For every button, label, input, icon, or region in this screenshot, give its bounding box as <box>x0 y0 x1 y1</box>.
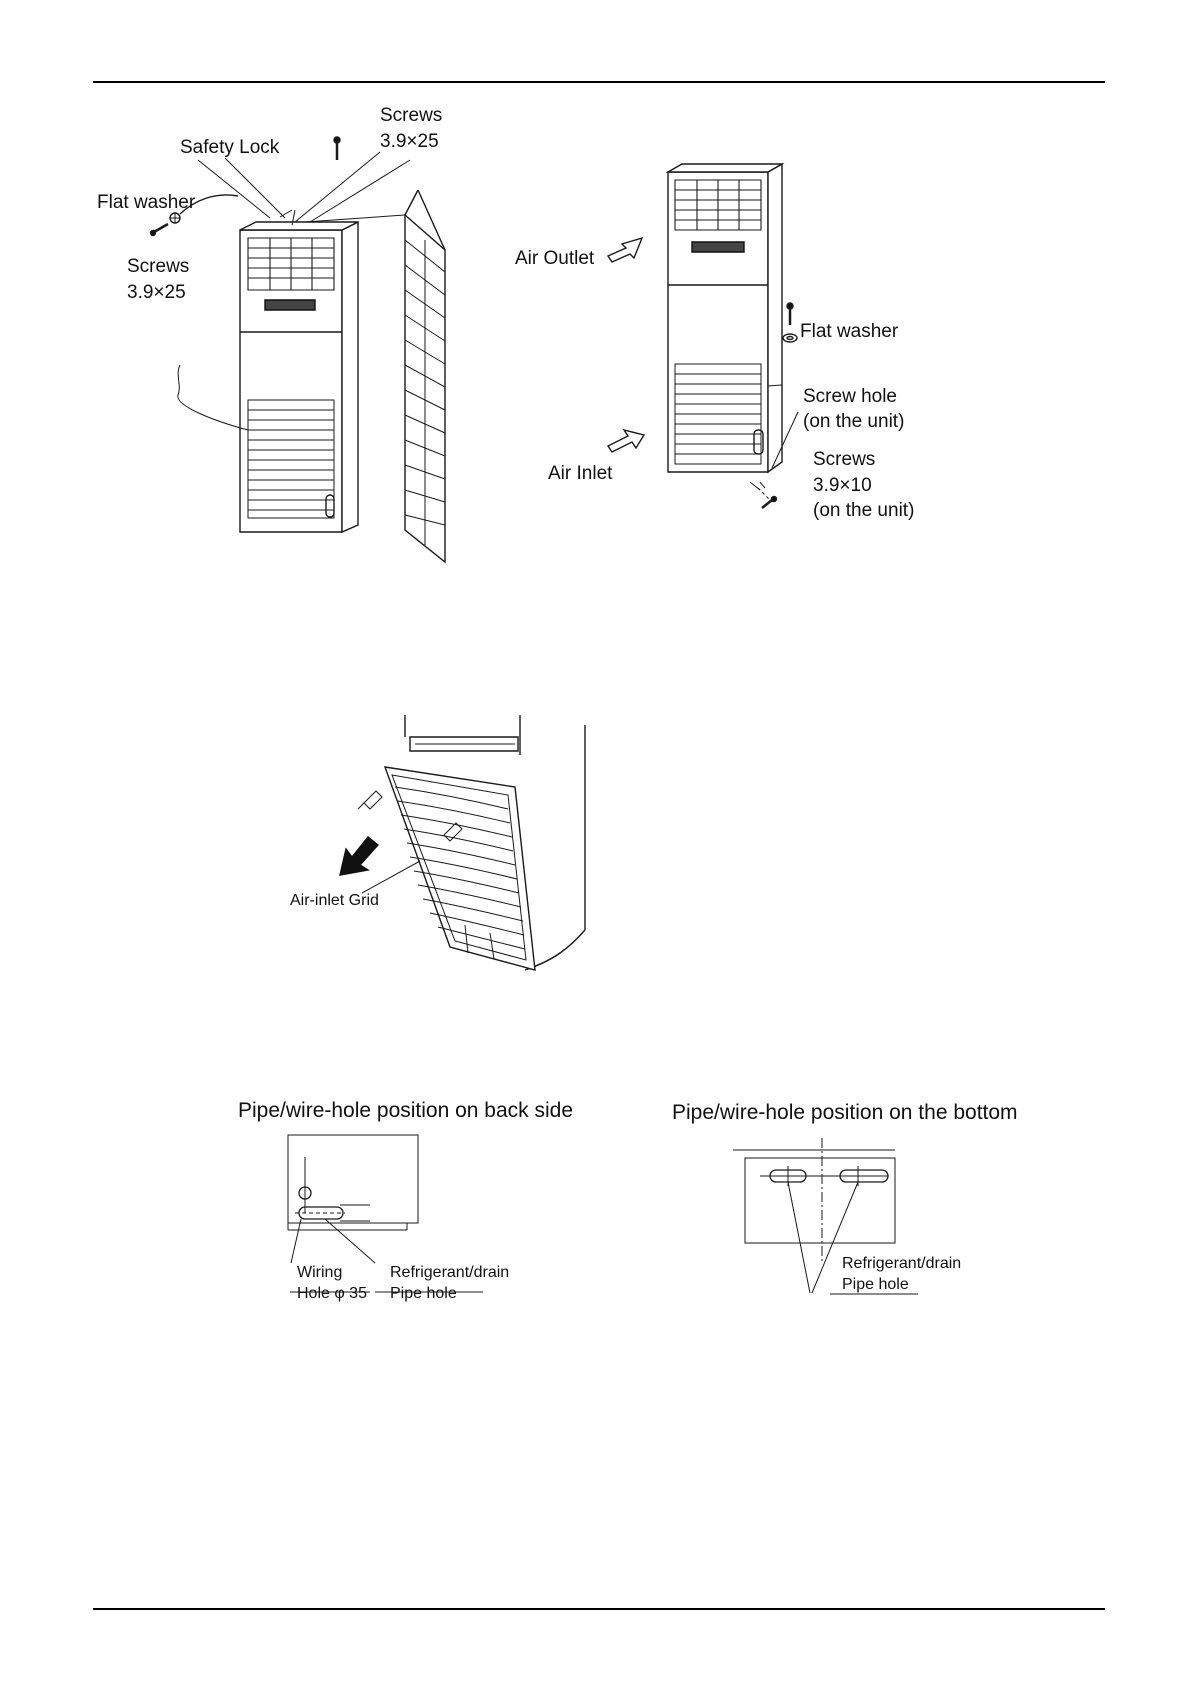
label-air-inlet-grid: Air-inlet Grid <box>290 892 379 909</box>
label-screws-top-size: 3.9×25 <box>380 131 439 152</box>
label-screws-right: Screws <box>813 449 876 470</box>
label-refrigerant-bottom: Refrigerant/drain <box>842 1255 962 1272</box>
air-inlet-arrow-icon <box>608 430 644 452</box>
air-inlet-grid-panel <box>385 767 535 970</box>
label-screw-hole-note: (on the unit) <box>803 411 905 432</box>
air-outlet-arrow-icon <box>608 238 642 262</box>
label-flat-washer-right: Flat washer <box>800 321 899 342</box>
screw-top-icon <box>334 137 340 160</box>
header-rule <box>93 81 1105 83</box>
label-screws-top: Screws <box>380 105 443 126</box>
safety-lock-straps <box>198 152 410 225</box>
label-air-outlet: Air Outlet <box>515 248 595 269</box>
footer-rule <box>93 1608 1105 1610</box>
label-screws-left-size: 3.9×25 <box>127 282 186 303</box>
indoor-unit-right <box>668 164 782 472</box>
label-safety-lock: Safety Lock <box>180 137 280 158</box>
pull-direction-arrow-icon <box>340 837 378 875</box>
label-screws-right-size: 3.9×10 <box>813 475 872 496</box>
label-wiring-hole: Hole φ 35 <box>297 1285 367 1302</box>
brick-wall <box>405 190 445 562</box>
label-screw-hole: Screw hole <box>803 386 897 407</box>
screw-bottom-icon <box>750 482 777 508</box>
label-pipe-hole-bottom: Pipe hole <box>842 1276 909 1293</box>
label-flat-washer-left: Flat washer <box>97 192 196 213</box>
label-refrigerant-back: Refrigerant/drain <box>390 1264 510 1281</box>
figure-air-inlet-grid-drawing <box>340 715 600 985</box>
label-screws-right-note: (on the unit) <box>813 500 915 521</box>
title-bottom: Pipe/wire-hole position on the bottom <box>672 1101 1018 1124</box>
label-air-inlet: Air Inlet <box>548 463 613 484</box>
label-pipe-hole-back: Pipe hole <box>390 1285 457 1302</box>
indoor-unit-left <box>240 222 358 532</box>
figure-back-side-holes-drawing <box>285 1135 425 1265</box>
leader-air-inlet-grid <box>362 861 420 893</box>
label-wiring: Wiring <box>297 1264 343 1281</box>
figure-wall-mount-drawing <box>80 100 480 570</box>
title-back-side: Pipe/wire-hole position on back side <box>238 1099 574 1122</box>
power-cord <box>178 365 248 430</box>
label-screws-left: Screws <box>127 256 190 277</box>
